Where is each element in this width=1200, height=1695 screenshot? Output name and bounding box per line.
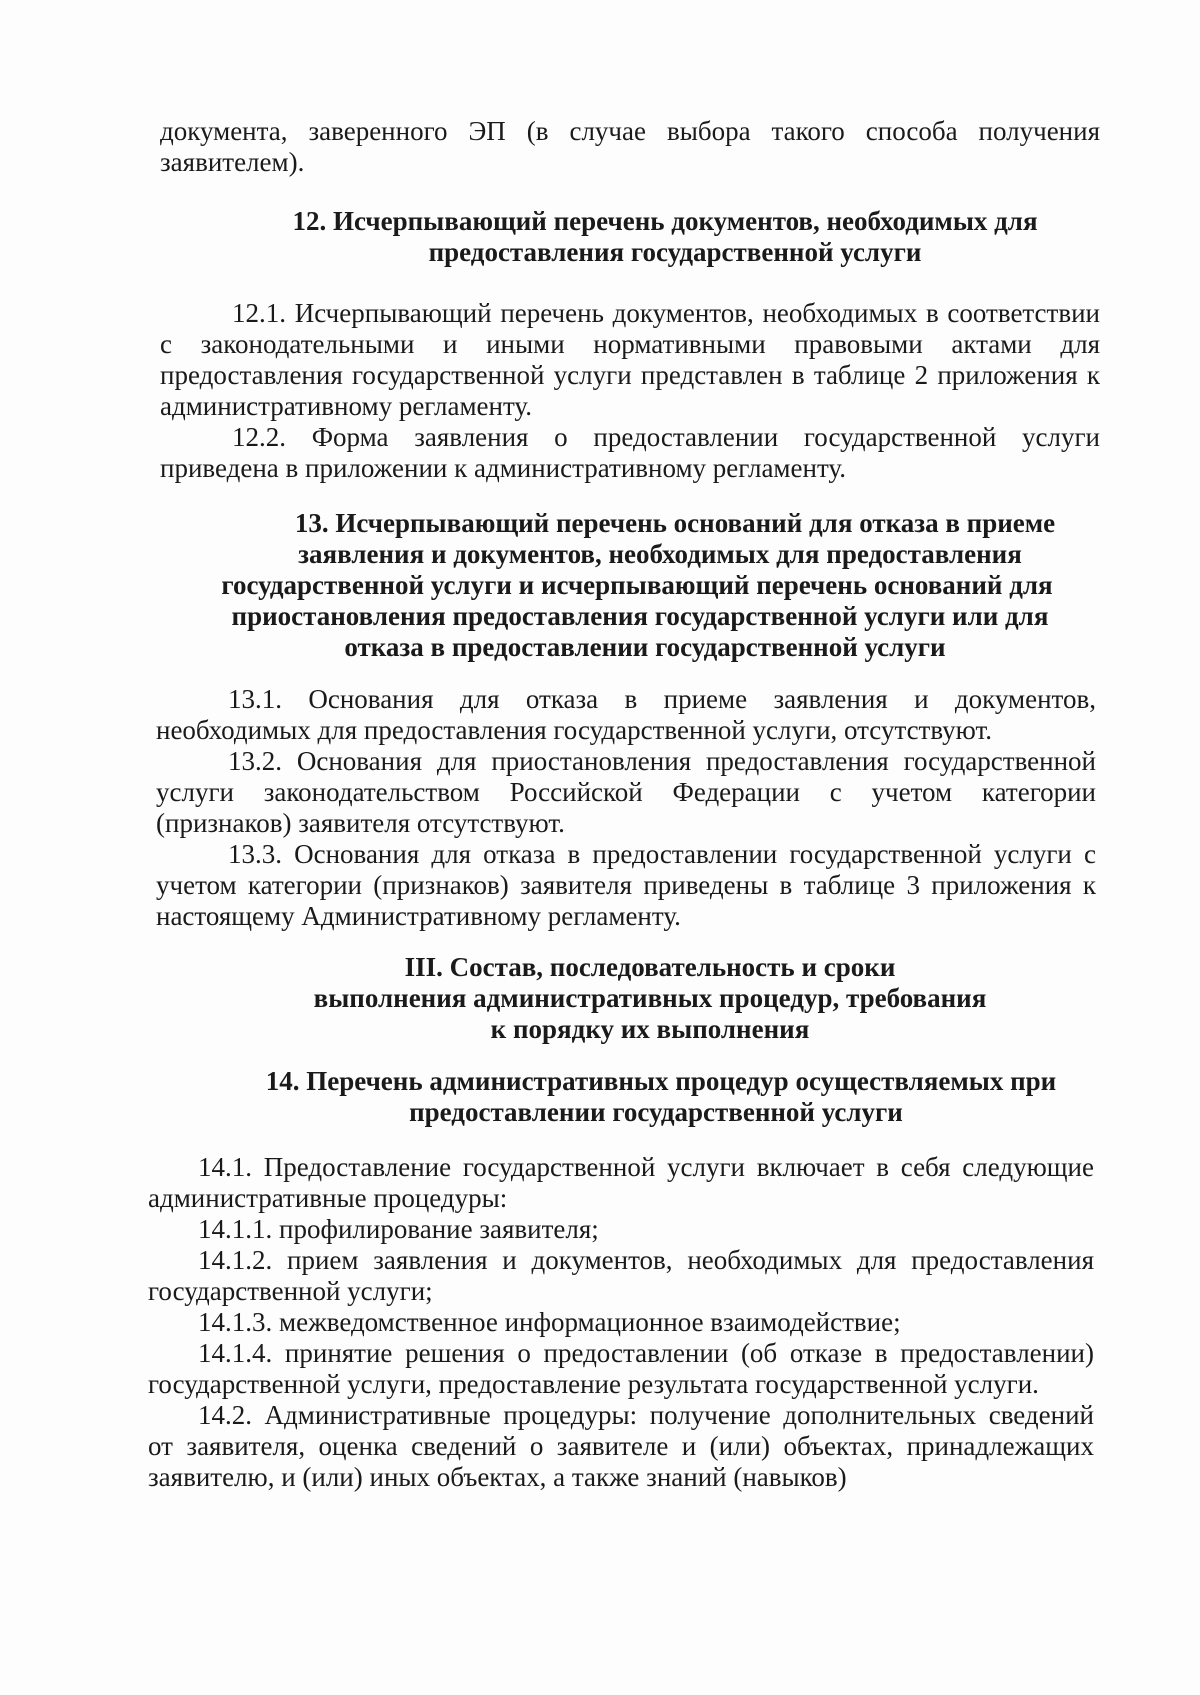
intro-text: документа, заверенного ЭП (в случае выбора такого способа получения заявителем). — [160, 116, 1100, 177]
section-iii-heading-line-3: к порядку их выполнения — [490, 1014, 810, 1044]
section-13-heading-line-1: 13. Исчерпывающий перечень оснований для отказа в приеме — [294, 508, 1056, 538]
section-12-body — [160, 298, 1100, 484]
section-12-heading — [160, 206, 1100, 268]
section-14-heading-line-1: 14. Перечень административных процедур осуществляемых при — [265, 1066, 1057, 1096]
section-12-heading-line-1: 12. Исчерпывающий перечень документов, необходимых для — [292, 206, 1038, 236]
paragraph-13-3: 13.3. Основания для отказа в предоставлении государственной услуги с учетом категории (признаков) заявителя приведены в таблице 3 приложения к настоящему Административному регламенту. — [156, 839, 1096, 931]
section-12-heading-line-2: предоставления государственной услуги — [428, 237, 922, 267]
section-iii-heading — [160, 952, 1100, 1045]
paragraph-14-1-2: 14.1.2. прием заявления и документов, необходимых для предоставления государственной услуги; — [148, 1245, 1094, 1306]
paragraph-14-1-1: 14.1.1. профилирование заявителя; — [198, 1214, 599, 1244]
paragraph-14-1-4: 14.1.4. принятие решения о предоставлении (об отказе в предоставлении) государственной услуги, предоставление результата государственной услуги. — [148, 1338, 1094, 1399]
paragraph-14-1-3: 14.1.3. межведомственное информационное взаимодействие; — [198, 1307, 901, 1337]
paragraph-12-2: 12.2. Форма заявления о предоставлении государственной услуги приведена в приложении к административному регламенту. — [160, 422, 1100, 483]
paragraph-14-2: 14.2. Административные процедуры: получение дополнительных сведений от заявителя, оценка сведений о заявителе и (или) объектах, принадлежащих заявителю, и (или) иных объектах, а также знаний (навыков) — [148, 1400, 1094, 1492]
section-13-heading-line-3: государственной услуги и исчерпывающий перечень оснований для — [221, 570, 1053, 600]
paragraph-13-2: 13.2. Основания для приостановления предоставления государственной услуги законодательством Российской Федерации с учетом категории (признаков) заявителя отсутствуют. — [156, 746, 1096, 838]
section-13-heading-line-4: приостановления предоставления государственной услуги или для — [231, 601, 1049, 631]
section-13-heading — [160, 508, 1100, 663]
paragraph-12-1: 12.1. Исчерпывающий перечень документов, необходимых в соответствии с законодательными и иными нормативными правовыми актами для предоставления государственной услуги представлен в таблице 2 приложения к административному регламенту. — [160, 298, 1100, 421]
intro-paragraph — [160, 116, 1100, 178]
section-14-heading-line-2: предоставлении государственной услуги — [409, 1097, 903, 1127]
section-13-heading-line-2: заявления и документов, необходимых для предоставления — [298, 539, 1022, 569]
section-13-body — [156, 684, 1096, 932]
section-14-heading — [156, 1066, 1096, 1128]
paragraph-13-1: 13.1. Основания для отказа в приеме заявления и документов, необходимых для предоставления государственной услуги, отсутствуют. — [156, 684, 1096, 745]
section-13-heading-line-5: отказа в предоставлении государственной услуги — [344, 632, 946, 662]
section-iii-heading-line-1: III. Состав, последовательность и сроки — [404, 952, 896, 982]
section-iii-heading-line-2: выполнения административных процедур, требования — [313, 983, 987, 1013]
paragraph-14-1: 14.1. Предоставление государственной услуги включает в себя следующие административные процедуры: — [148, 1152, 1094, 1213]
section-14-body — [148, 1152, 1094, 1493]
